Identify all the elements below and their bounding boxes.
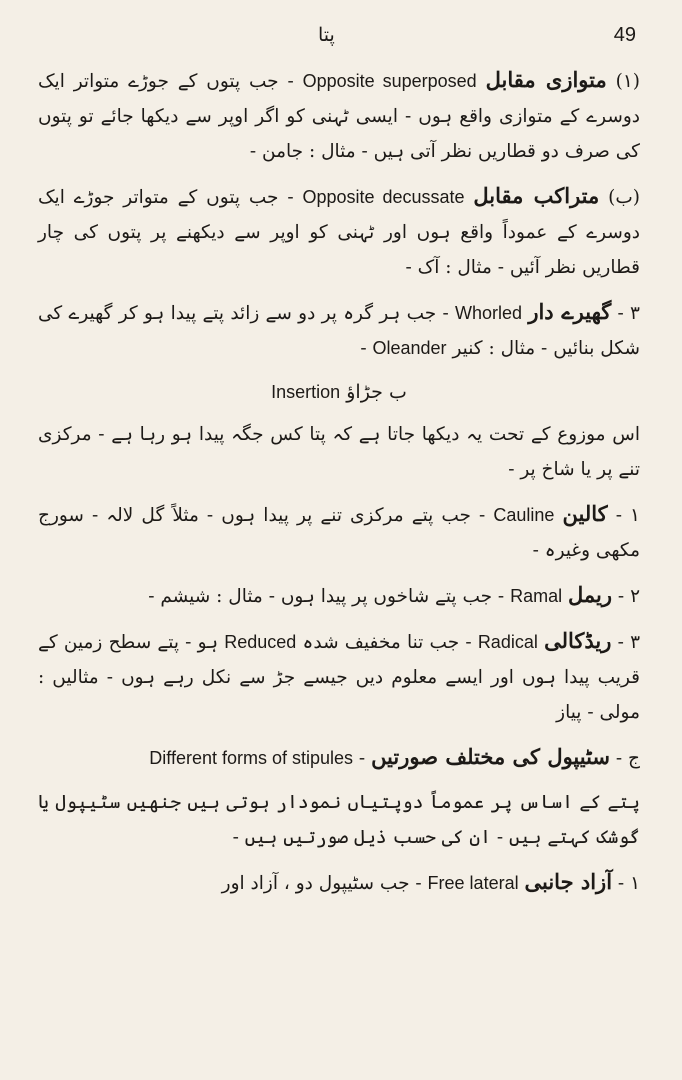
paragraph-text: - جب پتے شاخوں پر پیدا ہوں - مثال : شیشم - — [148, 586, 505, 607]
paragraph-text-end: - — [360, 338, 367, 359]
term-english: Opposite superposed — [302, 71, 477, 91]
page-content — [38, 62, 640, 907]
term-urdu: ریمل — [568, 582, 613, 607]
paragraph-text: - جب تنا مخفیف شدہ — [302, 632, 472, 653]
paragraph-opposite-superposed — [38, 62, 640, 169]
paragraph-radical — [38, 623, 640, 730]
paragraph-opposite-decussate — [38, 178, 640, 285]
term-english: Ramal — [510, 586, 563, 606]
paragraph-text: - جب سٹیپول دو ، آزاد اور — [221, 873, 422, 894]
page-header — [0, 22, 682, 52]
term-urdu: ریڈکالی — [544, 628, 612, 653]
term-urdu: کالین — [562, 501, 608, 526]
item-number: ۳ - — [617, 632, 640, 653]
item-number: ۳ - — [617, 303, 640, 324]
item-number: ۲ - — [617, 586, 640, 607]
paragraph-text-end: ہو - پتے سطح زمین کے قریب پیدا ہوں اور ایسے معلوم دیں جیسے جڑ سے نکل رہے ہوں - مثالیں : مولی - پیاز — [38, 632, 641, 723]
section-title-urdu: جڑاؤ — [346, 381, 383, 403]
term-urdu: گھیرے دار — [528, 299, 612, 324]
term-urdu: آزاد جانبی — [524, 869, 613, 894]
item-number: ۱ - — [615, 505, 640, 526]
section-title-english: Different forms of stipules — [149, 748, 354, 768]
paragraph-cauline — [38, 496, 640, 568]
running-title: پتا — [318, 24, 335, 46]
paragraph-text: - جب پتوں کے متواتر جوڑے ایک دوسرے کے عموداً واقع ہوں اور ٹہنی کو اوپر سے دیکھنے پر پتوں کی چار قطاریں نظر آئیں - مثال : آک - — [38, 187, 640, 278]
term-urdu: متوازی مقابل — [485, 67, 607, 92]
section-title-english: Insertion — [271, 382, 341, 402]
section-letter: ب — [388, 381, 407, 403]
term-urdu: متراکب مقابل — [473, 183, 600, 208]
paragraph-stipules-heading — [38, 739, 640, 776]
item-number: (ب) — [608, 187, 640, 208]
term-english: Whorled — [455, 303, 523, 323]
paragraph-text: - جب پتے مرکزی تنے پر پیدا ہوں - مثلاً گل لالہ - سورج مکھی وغیرہ - — [38, 505, 640, 561]
section-title-urdu: سٹیپول کی مختلف صورتیں — [371, 744, 611, 769]
example-english: Oleander — [372, 338, 447, 358]
item-number: ۱ - — [617, 873, 640, 894]
paragraph-stipules-intro: پتے کے اساس پر عموماً دوپتیاں نمودار ہوتی ہیں جنھیں سٹیپول یا گوشک کہتے ہیں - ان کی حسب ذیل صورتیں ہیں - — [38, 792, 640, 848]
section-title-insertion — [38, 375, 640, 409]
term-english: Cauline — [493, 505, 555, 525]
paragraph-text: - جب پتوں کے جوڑے متواتر ایک دوسرے کے متوازی واقع ہوں - ایسی ٹہنی کو اگر اوپر سے دیکھا جائے تو پتوں کی صرف دو قطاریں نظر آتی ہیں - مثال : جامن - — [38, 71, 640, 162]
reduced-english: Reduced — [224, 632, 297, 652]
term-english: Radical — [477, 632, 538, 652]
section-letter: ج - — [615, 748, 640, 769]
term-english: Opposite decussate — [302, 187, 465, 207]
item-number: (۱) — [615, 71, 640, 92]
term-english: Free lateral — [427, 873, 519, 893]
page-number: 49 — [613, 24, 636, 46]
paragraph-insertion-intro: اس موزوع کے تحت یہ دیکھا جاتا ہے کہ پتا کس جگہ پیدا ہو رہا ہے - مرکزی تنے پر یا شاخ پر - — [38, 424, 640, 480]
paragraph-text: - جب ہر گرہ پر دو سے زائد پتے پیدا ہو کر گھیرے کی شکل بنائیں - مثال : کنیر — [38, 303, 640, 359]
paragraph-ramal — [38, 577, 640, 614]
paragraph-free-lateral — [38, 864, 640, 901]
dash: - — [358, 748, 366, 769]
paragraph-whorled — [38, 294, 640, 366]
